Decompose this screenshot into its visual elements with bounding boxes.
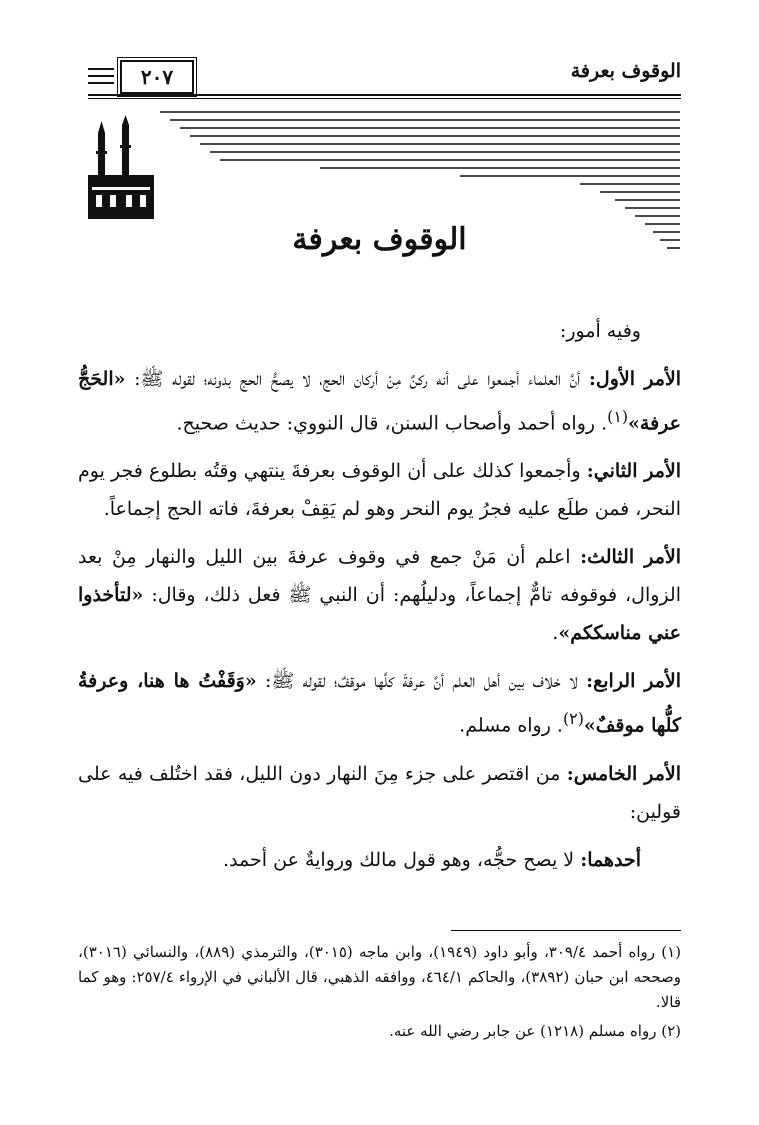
footnote-rule	[451, 930, 681, 931]
hadith-quote: «لتأخذوا عني مناسككم»	[78, 584, 681, 645]
item-text: . رواه مسلم.	[459, 714, 563, 737]
footnote-2: (٢) رواه مسلم (١٢١٨) عن جابر رضي الله عنه.	[389, 1022, 681, 1040]
item-label: الأمر الثاني:	[586, 460, 681, 483]
item-text: .	[552, 622, 559, 645]
item-text: أنَّ العلماء أجمعوا على أنه ركنٌ مِنْ أركان الحج، لا يصحُّ الحج بدونه؛ لقوله ﷺ:	[125, 368, 589, 390]
footnote-ref[interactable]: (١)	[607, 407, 629, 426]
page-number: ٢٠٧	[120, 60, 194, 94]
footnote-1: (١) رواه أحمد ٣٠٩/٤، وأبو داود (١٩٤٩)، وابن ماجه (٣٠١٥)، والترمذي (٨٨٩)، والنسائي (٣٠١٦)، وصححه ابن حبان (٣٨٩٢)، والحاكم ٤٦٤/١، ووافقه الذهبي، قال الألباني في الإرواء ٢٥٧/٤: وهو كما قالا.	[78, 943, 682, 1011]
item-label: الأمر الخامس:	[566, 762, 681, 785]
hadith-quote: «الحَجُّ عرفة»	[78, 368, 681, 435]
body-text	[78, 312, 681, 889]
item-text: اعلم أن مَنْ جمع في وقوف عرفةَ بين الليل والنهار مِنْ بعد الزوال، فوقوفه تامٌّ إجماعاً، ودليلُهم: أن النبي ﷺ فعل ذلك، وقال:	[78, 546, 681, 607]
hadith-quote: «وَقَفْتُ ها هنا، وعرفةُ كلُّها موقفٌ»	[78, 670, 681, 737]
item-2	[78, 452, 681, 528]
item-1	[78, 360, 681, 442]
kaaba-icon	[86, 115, 162, 225]
item-text: . رواه أحمد وأصحاب السنن، قال النووي: حديث صحيح.	[176, 412, 608, 435]
header-dashes	[88, 68, 114, 89]
item-label: الأمر الأول:	[588, 368, 681, 390]
item-3	[78, 538, 681, 652]
footnote-ref[interactable]: (٢)	[562, 709, 584, 729]
item-text: لا خلاف بين أهل العلم أنَّ عرفةَ كلَّها موقفٌ؛ لقوله ﷺ:	[256, 670, 587, 693]
header-rule	[88, 94, 681, 96]
intro-line: وفيه أمور:	[559, 320, 641, 342]
item-label: الأمر الرابع:	[586, 670, 682, 693]
running-title: الوقوف بعرفة	[570, 60, 681, 82]
sub-item	[78, 841, 681, 879]
header-rule-thin	[88, 98, 681, 99]
footnotes	[78, 940, 681, 1048]
sub-item-label: أحدهما:	[580, 848, 641, 871]
item-label: الأمر الثالث:	[580, 546, 681, 569]
item-text: من اقتصر على جزء مِنَ النهار دون الليل، فقد اختُلف فيه على قولين:	[78, 762, 681, 823]
chapter-title: الوقوف بعرفة	[292, 222, 467, 257]
item-5	[78, 755, 681, 831]
item-4	[78, 662, 681, 744]
item-text: وأجمعوا كذلك على أن الوقوف بعرفةَ ينتهي وقتُه بطلوع فجر يوم النحر، فمن طلَع عليه فجرُ يوم النحر وهو لم يَقِفْ بعرفةَ، فاته الحج إجماعاً.	[78, 460, 681, 521]
sub-item-text: لا يصح حجُّه، وهو قول مالك وروايةٌ عن أحمد.	[223, 848, 581, 871]
